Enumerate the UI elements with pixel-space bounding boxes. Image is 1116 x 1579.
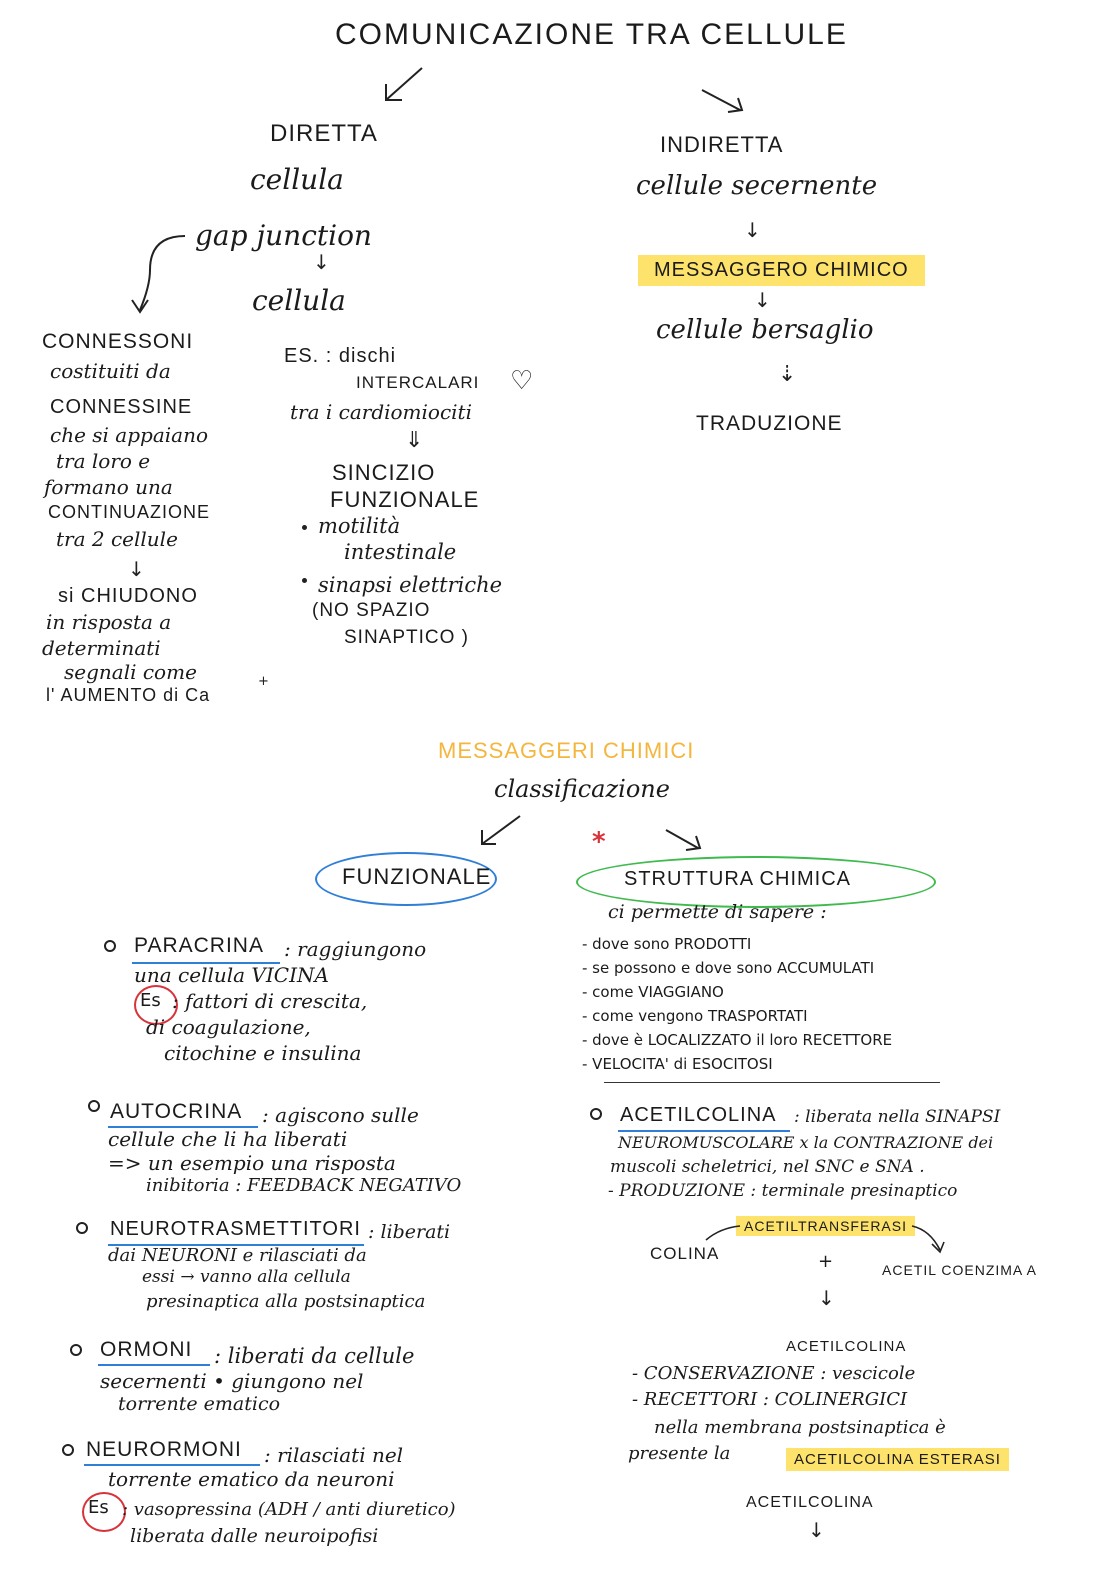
list-item: - come VIAGGIANO	[582, 983, 724, 1001]
list-item: - dove sono PRODOTTI	[582, 935, 752, 953]
arrow-down-icon: ↓	[128, 557, 145, 581]
line: in risposta a	[46, 610, 172, 634]
arrow-left-icon	[380, 66, 430, 106]
reagent-acetylcoa: ACETIL COENZIMA A	[882, 1262, 1037, 1278]
line: determinati	[42, 636, 161, 660]
plus-sign: +	[818, 1251, 834, 1272]
line: torrente ematico	[118, 1393, 281, 1415]
line: CONNESSINE	[50, 396, 193, 418]
line: CONNESSONI	[42, 330, 194, 353]
direct-heading: DIRETTA	[270, 120, 378, 147]
indirect-heading: INDIRETTA	[660, 132, 784, 157]
line: : liberata nella SINAPSI	[794, 1107, 1001, 1127]
line: cellule che li ha liberati	[108, 1127, 348, 1151]
product-acetilcolina: ACETILCOLINA	[746, 1494, 874, 1511]
line: segnali come	[64, 660, 197, 684]
line: : liberati da cellule	[214, 1344, 415, 1368]
motility-label: motilità	[318, 514, 401, 538]
line: secernenti • giungono nel	[100, 1369, 364, 1393]
line: dai NEURONI e rilasciati da	[108, 1245, 367, 1266]
line: : vasopressina (ADH / anti diuretico)	[122, 1499, 456, 1520]
line: : agiscono sulle	[262, 1103, 419, 1127]
structure-label: STRUTTURA CHIMICA	[624, 868, 851, 890]
line: presinaptica alla postsinaptica	[146, 1291, 426, 1312]
line: => un esempio una risposta	[108, 1151, 396, 1175]
arrow-down-icon: ⇓	[405, 428, 424, 453]
membrane-line: nella membrana postsinaptica è	[654, 1417, 946, 1438]
bullet-icon	[62, 1444, 74, 1456]
example-label: Es	[140, 990, 161, 1011]
line: una cellula VICINA	[134, 963, 329, 987]
divider	[604, 1082, 940, 1083]
section-subtitle: classificazione	[494, 775, 670, 803]
term-neurotrasmettitori: NEUROTRASMETTITORI	[110, 1218, 361, 1240]
line: inibitoria : FEEDBACK NEGATIVO	[146, 1175, 462, 1196]
cell-label: cellula	[252, 284, 346, 317]
bullet-icon	[104, 940, 116, 952]
squiggle-arrow-icon: ⇣	[778, 362, 797, 387]
line: ES. : dischi	[284, 345, 397, 367]
chemical-messenger-highlight: MESSAGGERO CHIMICO	[638, 255, 925, 286]
bullet-icon	[70, 1344, 82, 1356]
reagent-colina: COLINA	[650, 1244, 720, 1263]
synapse-label: sinapsi elettriche	[318, 573, 503, 597]
term-autocrina: AUTOCRINA	[110, 1100, 243, 1123]
transduction-label: TRADUZIONE	[696, 412, 843, 435]
term-acetilcolina: ACETILCOLINA	[620, 1104, 777, 1126]
underline	[84, 1464, 260, 1466]
bullet-icon	[88, 1100, 100, 1112]
line: NEUROMUSCOLARE x la CONTRAZIONE dei	[618, 1133, 994, 1152]
enzyme-highlight: ACETILTRANSFERASI	[736, 1216, 915, 1236]
arrow-down-icon: ↓	[808, 1518, 825, 1542]
storage-line: - CONSERVAZIONE : vescicole	[632, 1363, 916, 1384]
bullet-icon	[590, 1108, 602, 1120]
line: costituiti da	[50, 359, 171, 383]
page-title: COMUNICAZIONE TRA CELLULE	[335, 18, 848, 51]
line: : fattori di crescita,	[172, 989, 368, 1013]
line: tra 2 cellule	[56, 527, 178, 551]
arrow-down-icon: ↓	[818, 1286, 835, 1310]
term-paracrina: PARACRINA	[134, 934, 264, 957]
structure-note: ci permette di sapere :	[608, 901, 827, 923]
arrow-down-icon: ↓	[754, 288, 771, 312]
secretory-cell: cellule secernente	[636, 171, 878, 201]
line: tra loro e	[56, 449, 151, 473]
product-acetilcolina: ACETILCOLINA	[786, 1338, 907, 1355]
line: di coagulazione,	[146, 1015, 311, 1039]
term-ormoni: ORMONI	[100, 1338, 193, 1361]
sincizio-label: SINCIZIO	[332, 460, 436, 485]
underline	[98, 1364, 210, 1366]
list-item: - se possono e dove sono ACCUMULATI	[582, 959, 875, 977]
line: liberata dalle neuroipofisi	[130, 1525, 379, 1547]
example-label: Es	[88, 1497, 109, 1518]
gap-junction-label: gap junction	[195, 219, 372, 252]
line: si CHIUDONO	[58, 585, 198, 607]
line: l' AUMENTO di Ca	[46, 685, 211, 705]
membrane-line: presente la	[628, 1443, 731, 1464]
motility-label: intestinale	[344, 540, 457, 564]
line: : rilasciati nel	[264, 1443, 404, 1467]
list-item: - dove è LOCALIZZATO il loro RECETTORE	[582, 1031, 893, 1049]
section-title: MESSAGGERI CHIMICI	[438, 738, 695, 763]
list-item: - VELOCITA' di ESOCITOSI	[582, 1055, 773, 1073]
target-cell: cellule bersaglio	[656, 315, 874, 345]
bullet-icon	[76, 1222, 88, 1234]
arrow-down-icon: ↓	[744, 218, 761, 242]
line: muscoli scheletrici, nel SNC e SNA .	[610, 1157, 925, 1177]
line: citochine e insulina	[164, 1041, 362, 1065]
line: che si appaiano	[50, 423, 208, 447]
brace-arrow-icon	[130, 230, 190, 315]
line: formano una	[44, 475, 173, 499]
line: : liberati	[368, 1221, 451, 1243]
heart-icon: ♡	[510, 366, 534, 396]
underline	[618, 1130, 790, 1132]
line: essi → vanno alla cellula	[142, 1267, 351, 1287]
line: torrente ematico da neuroni	[108, 1467, 395, 1491]
list-item: - come vengono TRASPORTATI	[582, 1007, 808, 1025]
arrow-left-icon	[476, 814, 526, 850]
synapse-label: SINAPTICO )	[344, 627, 470, 648]
functional-label: FUNZIONALE	[342, 864, 492, 889]
arrow-down-icon: ↓	[313, 250, 330, 274]
esterase-highlight: ACETILCOLINA ESTERASI	[786, 1448, 1009, 1471]
bullet-icon	[302, 578, 307, 583]
star-icon: *	[592, 827, 606, 857]
cell-label: cellula	[250, 163, 344, 196]
line: INTERCALARI	[356, 373, 480, 392]
synapse-label: (NO SPAZIO	[312, 600, 431, 621]
line: : raggiungono	[284, 937, 427, 961]
sincizio-label: FUNZIONALE	[330, 487, 480, 512]
line: tra i cardiomiociti	[290, 400, 472, 424]
receptors-line: - RECETTORI : COLINERGICI	[632, 1389, 908, 1410]
term-neurormoni: NEURORMONI	[86, 1438, 242, 1461]
arrow-right-icon	[664, 828, 708, 856]
superscript-plus: +	[258, 674, 269, 689]
line: - PRODUZIONE : terminale presinaptico	[608, 1181, 958, 1201]
line: CONTINUAZIONE	[48, 502, 211, 522]
bullet-icon	[302, 525, 307, 530]
arrow-right-icon	[700, 88, 750, 118]
